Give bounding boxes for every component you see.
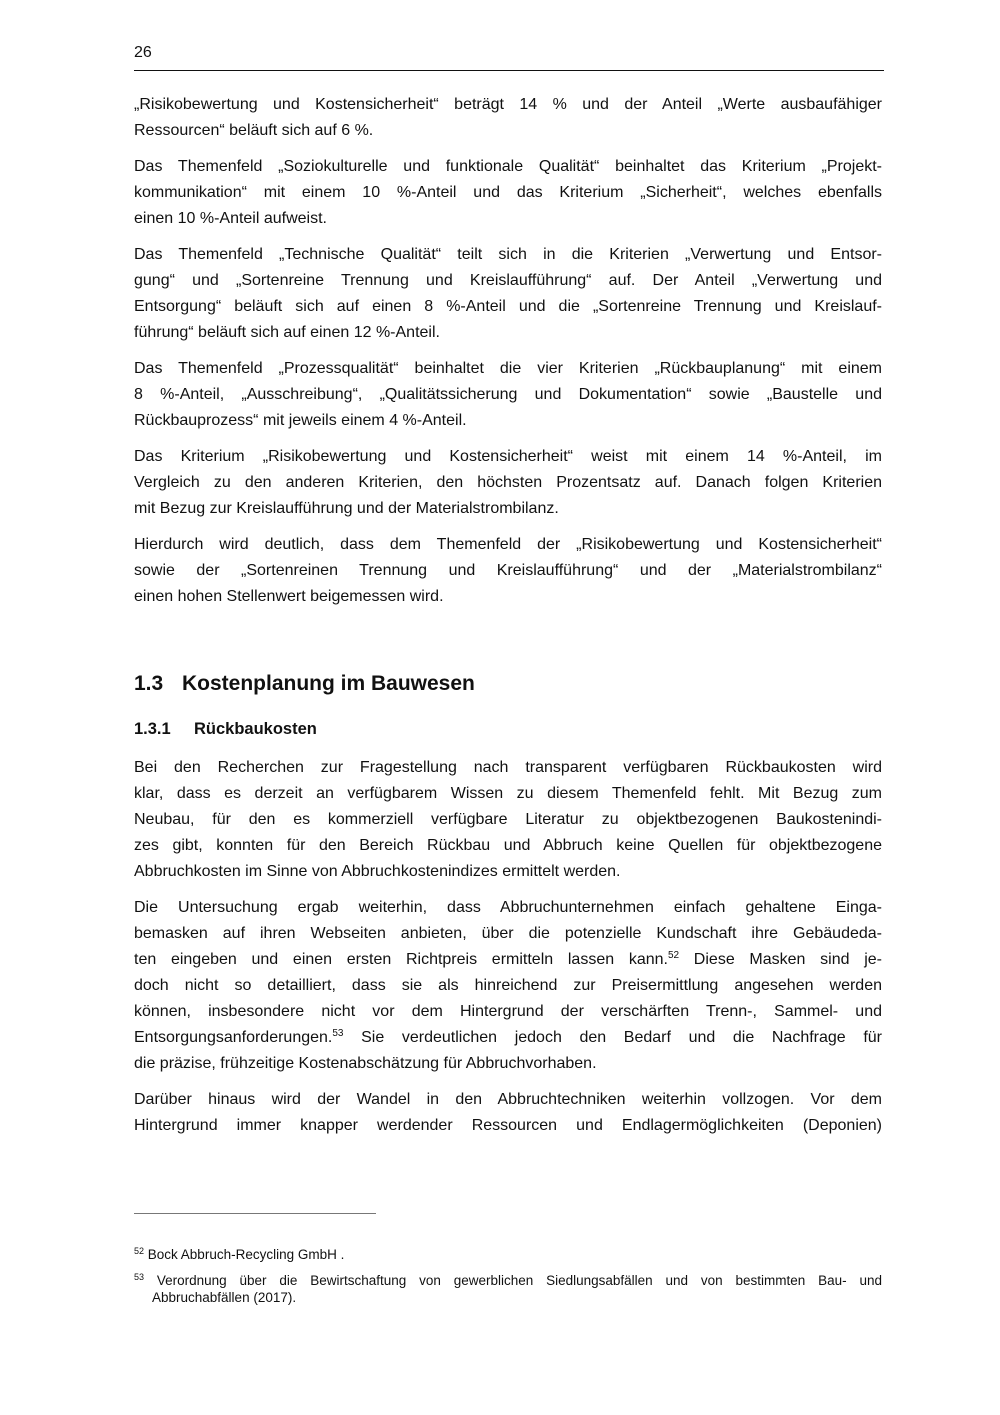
text-line xyxy=(134,356,882,382)
text-line xyxy=(134,1087,882,1113)
text-line xyxy=(134,921,882,947)
text-line xyxy=(134,470,882,496)
heading-title: Rückbaukosten xyxy=(194,720,317,738)
text-segment: kommunikation“ mit einem 10 %-Anteil und das Kriterium „Sicherheit“, welches ebenfalls xyxy=(134,184,882,201)
text-line xyxy=(134,320,882,346)
text-line xyxy=(134,833,882,859)
text-segment: „Risikobewertung und Kostensicherheit“ beträgt 14 % und der Anteil „Werte ausbaufähiger xyxy=(134,96,882,113)
text-line xyxy=(134,444,882,470)
text-segment: gung“ und „Sortenreine Trennung und Kreislaufführung“ auf. Der Anteil „Verwertung und xyxy=(134,272,882,289)
text-segment: Hierdurch wird deutlich, dass dem Themenfeld der „Risikobewertung und Kostensicherheit“ xyxy=(134,536,882,553)
footnote-text: Bock Abbruch-Recycling GmbH . xyxy=(147,1247,345,1262)
heading-number: 1.3.1 xyxy=(134,720,171,738)
text-line xyxy=(134,408,882,434)
text-segment: die präzise, frühzeitige Kostenabschätzung für Abbruchvorhaben. xyxy=(134,1055,597,1072)
footnote-line xyxy=(134,1246,882,1263)
paragraph xyxy=(134,154,882,232)
footnote xyxy=(134,1272,882,1306)
paragraph xyxy=(134,242,882,346)
header-rule xyxy=(134,70,884,71)
text-segment: Das Themenfeld „Soziokulturelle und funktionale Qualität“ beinhaltet das Kriterium „Projekt- xyxy=(134,158,882,175)
paragraph xyxy=(134,755,882,885)
subsection-heading-1-3-1 xyxy=(134,720,317,739)
text-segment: Abbruchkosten im Sinne von Abbruchkostenindizes ermittelt werden. xyxy=(134,863,621,880)
text-segment: Ressourcen“ beläuft sich auf 6 %. xyxy=(134,122,374,139)
text-line xyxy=(134,755,882,781)
section-heading-1-3 xyxy=(134,672,475,696)
text-segment: Neubau, für den es kommerziell verfügbare Literatur zu objektbezogenen Baukostenindi- xyxy=(134,811,882,828)
text-segment: 8 %-Anteil, „Ausschreibung“, „Qualitätssicherung und Dokumentation“ sowie „Baustelle und xyxy=(134,386,882,403)
footnote xyxy=(134,1246,882,1263)
text-segment: ten eingeben und einen ersten Richtpreis ermitteln lassen kann. xyxy=(134,951,668,968)
text-segment: bemasken auf ihren Webseiten anbieten, über die potenzielle Kundschaft ihre Gebäudeda- xyxy=(134,925,882,942)
text-segment: Entsorgungsanforderungen. xyxy=(134,1029,333,1046)
text-segment: Die Untersuchung ergab weiterhin, dass Abbruchunternehmen einfach gehaltene Einga- xyxy=(134,899,882,916)
text-line xyxy=(134,180,882,206)
text-segment: Bei den Recherchen zur Fragestellung nach transparent verfügbaren Rückbaukosten wird xyxy=(134,759,882,776)
text-line xyxy=(134,92,882,118)
text-line xyxy=(134,268,882,294)
text-segment: Sie verdeutlichen jedoch den Bedarf und die Nachfrage für xyxy=(343,1029,882,1046)
text-line xyxy=(134,294,882,320)
footnote-text: Verordnung über die Bewirtschaftung von gewerblichen Siedlungsabfällen und von bestimmten Bau- und xyxy=(156,1273,882,1288)
text-line xyxy=(134,1051,882,1077)
text-line xyxy=(134,859,882,885)
paragraph xyxy=(134,92,882,144)
heading-number: 1.3 xyxy=(134,672,164,695)
text-segment: Vergleich zu den anderen Kriterien, den höchsten Prozentsatz auf. Danach folgen Kriterien xyxy=(134,474,882,491)
text-segment: sowie der „Sortenreinen Trennung und Kreislaufführung“ und der „Materialstrombilanz“ xyxy=(134,562,882,579)
footnote-text: Abbruchabfällen (2017). xyxy=(152,1290,297,1305)
footnote-line xyxy=(134,1272,882,1289)
footnote-line xyxy=(134,1289,882,1306)
page-number: 26 xyxy=(134,44,152,61)
text-segment: Das Themenfeld „Prozessqualität“ beinhaltet die vier Kriterien „Rückbauplanung“ mit einem xyxy=(134,360,882,377)
footnote-number: 52 xyxy=(134,1246,145,1256)
text-line xyxy=(134,118,882,144)
paragraph xyxy=(134,895,882,1077)
text-segment: Das Themenfeld „Technische Qualität“ teilt sich in die Kriterien „Verwertung und Entsor- xyxy=(134,246,882,263)
text-line xyxy=(134,807,882,833)
text-line xyxy=(134,496,882,522)
text-segment: zes gibt, konnten für den Bereich Rückbau und Abbruch keine Quellen für objektbezogene xyxy=(134,837,882,854)
text-segment: Das Kriterium „Risikobewertung und Kostensicherheit“ weist mit einem 14 %-Anteil, im xyxy=(134,448,882,465)
body-text-section-1-3-1 xyxy=(134,755,882,1149)
text-segment: Diese Masken sind je- xyxy=(679,951,882,968)
text-line xyxy=(134,584,882,610)
text-line xyxy=(134,781,882,807)
text-segment: Hintergrund immer knapper werdender Ressourcen und Endlagermöglichkeiten (Deponien) xyxy=(134,1117,882,1134)
text-segment: einen hohen Stellenwert beigemessen wird. xyxy=(134,588,444,605)
text-line xyxy=(134,947,882,973)
text-segment: Darüber hinaus wird der Wandel in den Abbruchtechniken weiterhin vollzogen. Vor dem xyxy=(134,1091,882,1108)
footnote-number: 53 xyxy=(134,1272,145,1282)
footnote-separator xyxy=(134,1213,376,1214)
text-line xyxy=(134,1025,882,1051)
text-line xyxy=(134,558,882,584)
text-segment: Entsorgung“ beläuft sich auf einen 8 %-Anteil und die „Sortenreine Trennung und Kreislauf- xyxy=(134,298,882,315)
paragraph xyxy=(134,356,882,434)
text-segment: klar, dass es derzeit an verfügbarem Wissen zu diesem Themenfeld fehlt. Mit Bezug zum xyxy=(134,785,882,802)
footnotes xyxy=(134,1246,882,1315)
text-line xyxy=(134,382,882,408)
paragraph xyxy=(134,532,882,610)
text-line xyxy=(134,206,882,232)
text-line xyxy=(134,895,882,921)
text-line xyxy=(134,532,882,558)
text-line xyxy=(134,1113,882,1139)
text-line xyxy=(134,242,882,268)
body-text-section-1 xyxy=(134,92,882,620)
text-line xyxy=(134,154,882,180)
text-segment: führung“ beläuft sich auf einen 12 %-Anteil. xyxy=(134,324,440,341)
paragraph xyxy=(134,444,882,522)
heading-title: Kostenplanung im Bauwesen xyxy=(182,672,475,695)
footnote-reference[interactable]: 52 xyxy=(667,950,680,961)
text-segment: mit Bezug zur Kreislaufführung und der Materialstrombilanz. xyxy=(134,500,559,517)
text-segment: einen 10 %-Anteil aufweist. xyxy=(134,210,327,227)
text-segment: können, insbesondere nicht vor dem Hintergrund der verschärften Trenn-, Sammel- und xyxy=(134,1003,882,1020)
text-line xyxy=(134,973,882,999)
footnote-reference[interactable]: 53 xyxy=(332,1028,344,1039)
text-segment: doch nicht so detailliert, dass sie als hinreichend zur Preisermittlung angesehen werden xyxy=(134,977,882,994)
text-line xyxy=(134,999,882,1025)
paragraph xyxy=(134,1087,882,1139)
text-segment: Rückbauprozess“ mit jeweils einem 4 %-Anteil. xyxy=(134,412,467,429)
